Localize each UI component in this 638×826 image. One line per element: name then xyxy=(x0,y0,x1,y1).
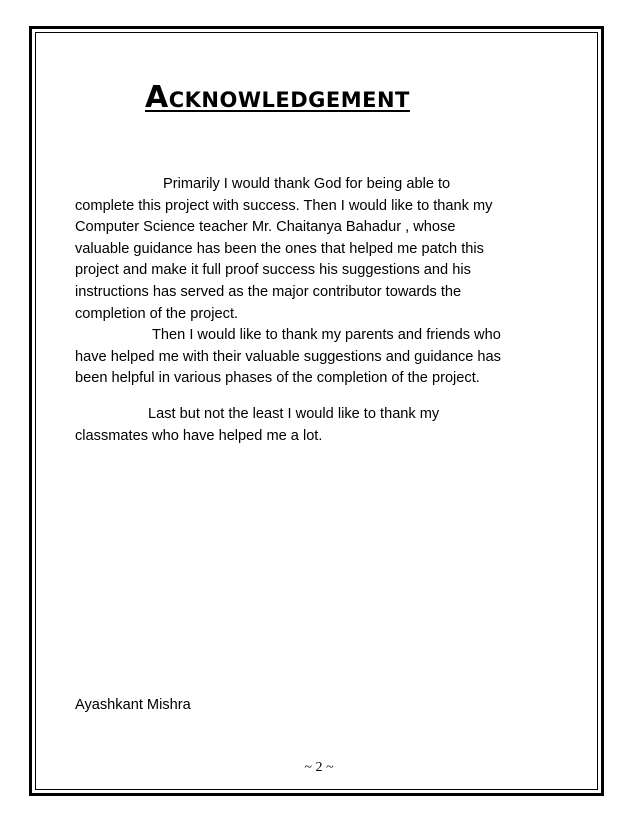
paragraph-line: project and make it full proof success his suggestions and his xyxy=(75,262,471,279)
paragraph-2 xyxy=(75,325,575,390)
paragraph-line: instructions has served as the major contributor towards the xyxy=(75,283,462,300)
paragraph-line: valuable guidance has been the ones that helped me patch this xyxy=(75,240,484,257)
paragraph-line: classmates who have helped me a lot. xyxy=(75,427,323,444)
paragraph-line: been helpful in various phases of the completion of the project. xyxy=(75,370,480,387)
paragraph-3 xyxy=(75,404,575,447)
page-number: ~ 2 ~ xyxy=(304,760,334,775)
paragraph-line: Computer Science teacher Mr. Chaitanya Bahadur , whose xyxy=(75,219,456,236)
paragraph-1 xyxy=(75,174,575,325)
signature-name: Ayashkant Mishra xyxy=(75,697,191,713)
paragraph-line: Last but not the least I would like to thank my xyxy=(148,406,440,422)
paragraph-line: completion of the project. xyxy=(75,305,239,322)
paragraph-line: have helped me with their valuable suggestions and guidance has xyxy=(75,348,501,365)
paragraph-line: Then I would like to thank my parents and friends who xyxy=(152,327,501,343)
paragraph-line: Primarily I would thank God for being able to xyxy=(163,176,451,192)
paragraph-line: complete this project with success. Then I would like to thank my xyxy=(75,197,493,214)
page-title: Acknowledgement xyxy=(145,80,410,115)
